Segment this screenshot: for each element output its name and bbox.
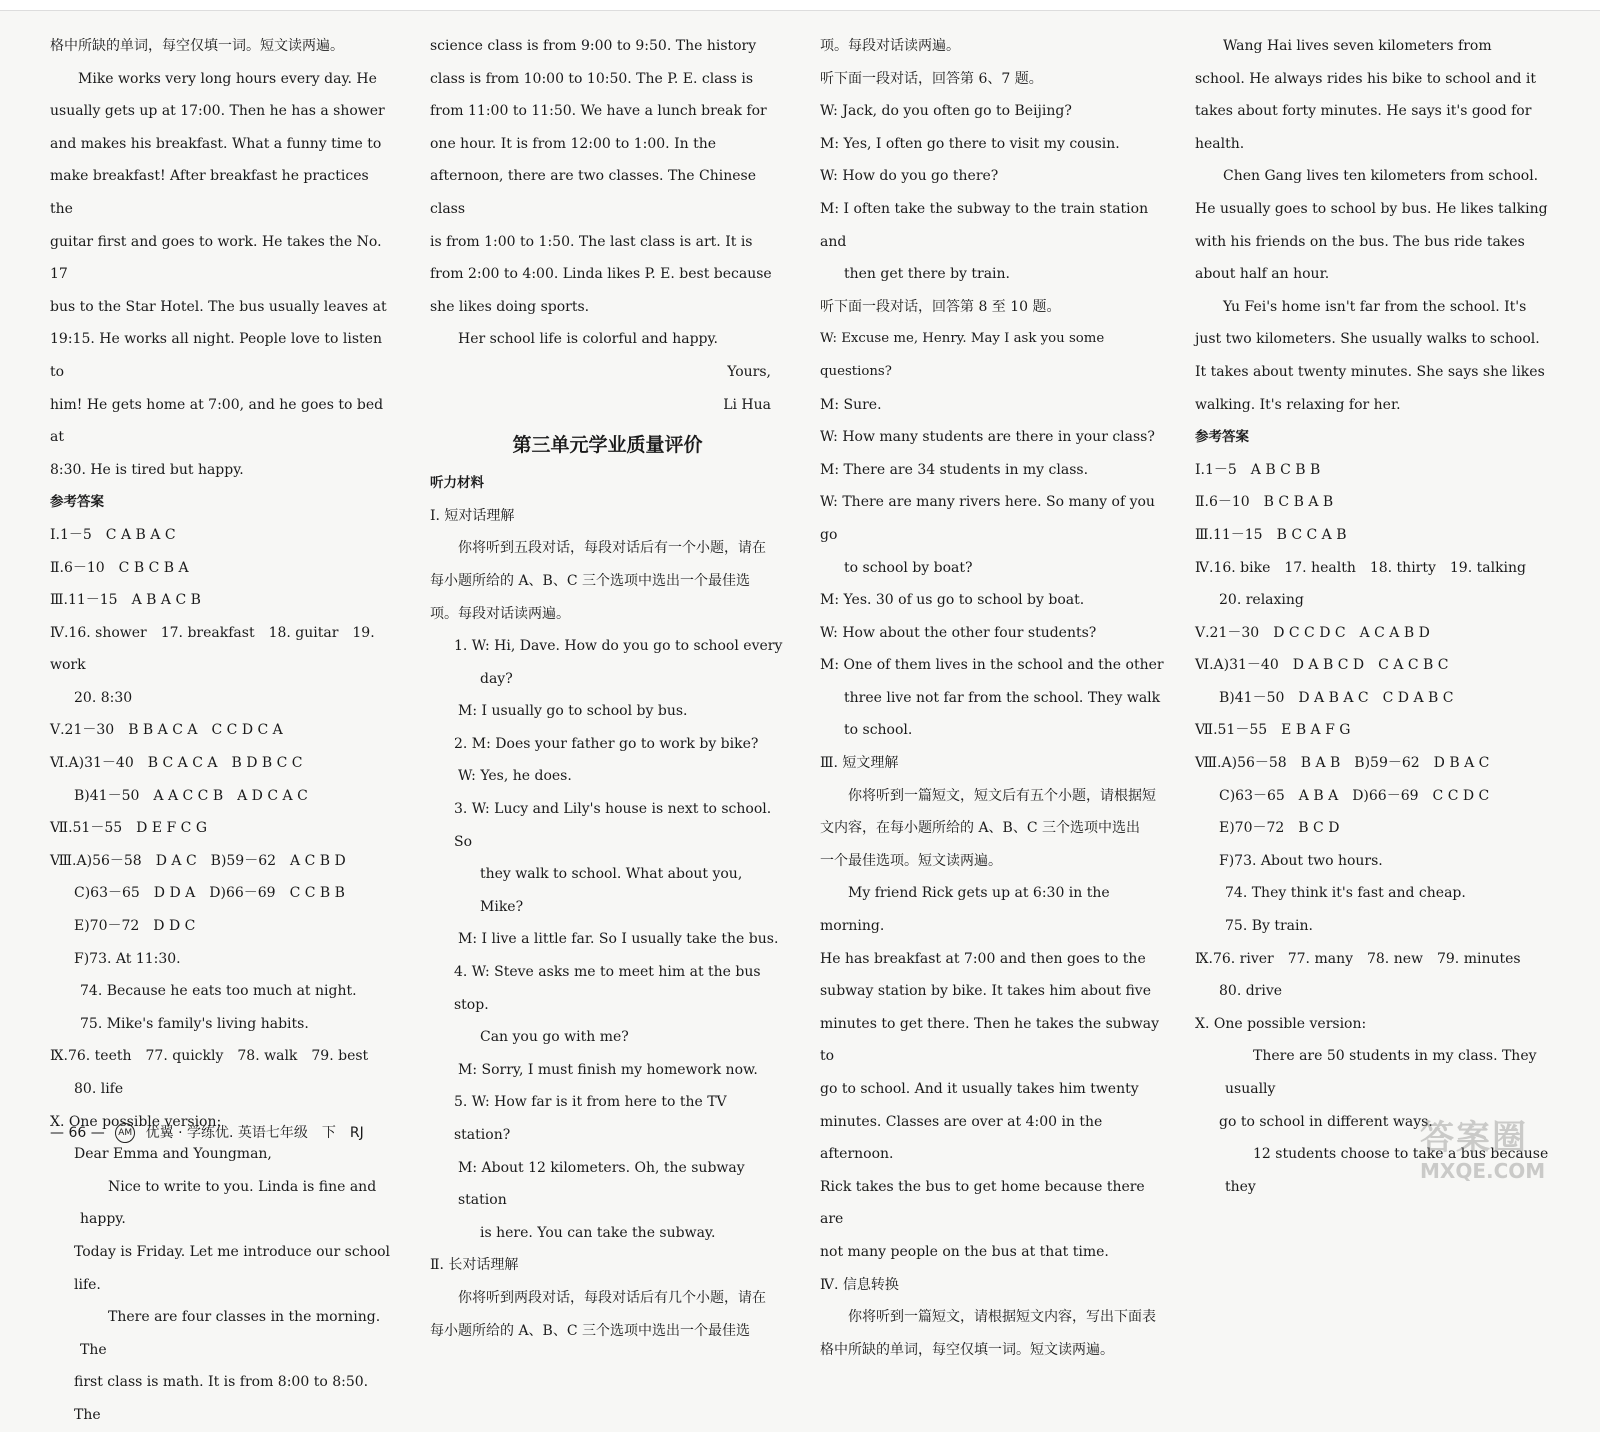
passage-line: minutes to get there. Then he takes the subway to [820,1015,1164,1065]
instruction-line: 每小题所给的 A、B、C 三个选项中选出一个最佳选 [430,1322,751,1339]
passage-line: 8:30. He is tired but happy. [50,461,244,478]
answer-line: B)41－50 A A C C B A D C A C [74,787,308,804]
answer-line: 20. relaxing [1219,592,1304,609]
passage-line: 19:15. He works all night. People love to listen to [50,331,387,380]
book-title: 优翼 · 学练优. 英语七年级 下 RJ [145,1125,364,1141]
instruction-line: 格中所缺的单词，每空仅填一词。短文读两遍。 [820,1341,1114,1358]
answer-line: E)70－72 D D C [74,918,196,935]
part-heading: Ⅰ. 短对话理解 [430,507,515,524]
passage-line: He usually goes to school by bus. He likes talking [1195,200,1548,217]
letter-line: afternoon, there are two classes. The Chinese class [430,168,761,217]
passage-line: with his friends on the bus. The bus ride takes [1195,233,1525,250]
instruction-line: 一个最佳选项。短文读两遍。 [820,852,1002,869]
passage-line: Rick takes the bus to get home because there are [820,1178,1150,1228]
essay-line: go to school in different ways. [1219,1113,1433,1130]
passage-line: walking. It's relaxing for her. [1195,396,1401,413]
dialogue-line: M: Yes. 30 of us go to school by boat. [820,592,1085,609]
passage-line: and makes his breakfast. What a funny time to [50,135,382,152]
dialogue-line: W: Excuse me, Henry. May I ask you some questions? [820,331,1109,379]
dialogue-line: M: Sure. [820,396,882,413]
dialogue-line: then get there by train. [844,266,1011,283]
answer-line: 20. 8:30 [74,689,133,706]
answer-line: Ⅹ. One possible version: [50,1113,222,1130]
essay-line: There are 50 students in my class. They usually [1225,1048,1541,1097]
instruction-line: 听下面一段对话，回答第 8 至 10 题。 [820,298,1061,315]
dialogue-line: three live not far from the school. They walk [844,689,1161,706]
answer-line: F)73. About two hours. [1219,852,1383,869]
answer-line: Ⅸ.76. river 77. many 78. new 79. minutes [1195,950,1521,967]
letter-line: one hour. It is from 12:00 to 1:00. In the [430,135,717,152]
letter-closing: Yours, [727,363,771,380]
dialogue-line: W: How about the other four students? [820,624,1097,641]
passage-line: It takes about twenty minutes. She says she likes [1195,363,1545,380]
part-heading: Ⅳ. 信息转换 [820,1276,899,1293]
passage-line: about half an hour. [1195,266,1330,283]
answer-line: Ⅰ.1－5 A B C B B [1195,461,1321,478]
section-title: 第三单元学业质量评价 [512,434,703,457]
publisher-logo-icon: AM [115,1123,135,1143]
dialogue-line: 1. W: Hi, Dave. How do you go to school every [454,638,783,655]
passage-line: He has breakfast at 7:00 and then goes to the [820,950,1146,967]
dialogue-line: M: I live a little far. So I usually take the bus. [458,931,779,948]
page-top-edge [0,0,1600,11]
dialogue-line: 2. M: Does your father go to work by bike? [454,735,759,752]
passage-line: usually gets up at 17:00. Then he has a shower [50,103,385,120]
dialogue-line: M: There are 34 students in my class. [820,461,1089,478]
dialogue-line: W: Yes, he does. [458,768,572,785]
passage-line: takes about forty minutes. He says it's good for [1195,103,1532,120]
instruction-line: 每小题所给的 A、B、C 三个选项中选出一个最佳选 [430,572,751,589]
watermark-text: 答案圈 [1420,1118,1528,1158]
dialogue-line: 3. W: Lucy and Lily's house is next to school. So [454,801,776,850]
answer-key-heading: 参考答案 [1195,429,1249,446]
answer-line: Ⅶ.51－55 D E F C G [50,820,208,837]
answer-line: Ⅳ.16. bike 17. health 18. thirty 19. talking [1195,559,1527,576]
dialogue-line: to school. [844,722,913,739]
passage-line: My friend Rick gets up at 6:30 in the morning. [820,885,1115,935]
passage-line: him! He gets home at 7:00, and he goes to bed at [50,396,388,446]
letter-line: science class is from 9:00 to 9:50. The history [430,38,757,54]
letter-line: Today is Friday. Let me introduce our school life. [74,1243,395,1293]
passage-line: health. [1195,135,1245,152]
answer-line: Ⅱ.6－10 B C B A B [1195,494,1334,511]
letter-line: she likes doing sports. [430,298,590,315]
part-heading: Ⅱ. 长对话理解 [430,1257,519,1274]
answer-line: Ⅵ.A)31－40 D A B C D C A C B C [1195,657,1449,674]
answer-line: Ⅳ.16. shower 17. breakfast 18. guitar 19. work [50,624,380,674]
instruction-line: 你将听到一篇短文，短文后有五个小题，请根据短 [848,787,1156,804]
column-2 [430,30,785,1347]
answer-line: Ⅲ.11－15 B C C A B [1195,526,1347,543]
dialogue-line: M: One of them lives in the school and the other [820,657,1164,674]
answer-line: 80. drive [1219,983,1283,1000]
instruction-line: 文内容，在每小题所给的 A、B、C 三个选项中选出 [820,820,1141,837]
dialogue-line: W: How do you go there? [820,168,999,185]
dialogue-line: is here. You can take the subway. [480,1224,716,1241]
page-footer [50,1122,364,1143]
dialogue-line: M: Sorry, I must finish my homework now. [458,1061,758,1078]
passage-line: go to school. And it usually takes him twenty [820,1081,1139,1097]
dialogue-line: M: About 12 kilometers. Oh, the subway station [458,1159,750,1209]
answer-line: C)63－65 A B A D)66－69 C C D C [1219,787,1490,804]
passage-line: Mike works very long hours every day. He [78,70,377,87]
letter-line: from 11:00 to 11:50. We have a lunch break for [430,103,767,120]
dialogue-line: Can you go with me? [480,1029,629,1046]
answer-line: Ⅲ.11－15 A B A C B [50,592,201,609]
passage-line: bus to the Star Hotel. The bus usually leaves at [50,298,387,315]
instruction-line: 项。每段对话读两遍。 [430,605,570,622]
passage-line: make breakfast! After breakfast he practices the [50,168,374,217]
letter-line: class is from 10:00 to 10:50. The P. E. class is [430,70,754,87]
instruction-line: 格中所缺的单词，每空仅填一词。短文读两遍。 [50,38,344,54]
dialogue-line: 5. W: How far is it from here to the TV station? [454,1094,732,1143]
passage-line: Chen Gang lives ten kilometers from school. [1223,168,1539,185]
page-number: — 66 — [50,1125,105,1141]
site-watermark [1420,1110,1580,1190]
dialogue-line: W: There are many rivers here. So many of you go [820,494,1160,543]
instruction-line: 听下面一段对话，回答第 6、7 题。 [820,70,1043,87]
listening-heading: 听力材料 [430,475,484,492]
dialogue-line: 4. W: Steve asks me to meet him at the bus stop. [454,964,766,1013]
passage-line: just two kilometers. She usually walks to school. [1195,331,1540,348]
passage-line: school. He always rides his bike to school and it [1195,70,1536,87]
answer-line: B)41－50 D A B A C C D A B C [1219,689,1454,706]
passage-line: subway station by bike. It takes him about five [820,983,1152,1000]
instruction-line: 项。每段对话读两遍。 [820,38,960,54]
dialogue-line: W: Jack, do you often go to Beijing? [820,103,1072,120]
watermark-url: MXQE.COM [1420,1159,1546,1183]
passage-line: guitar first and goes to work. He takes the No. 17 [50,233,386,283]
answer-line: Ⅷ.A)56－58 D A C B)59－62 A C B D [50,852,346,869]
answer-line: C)63－65 D D A D)66－69 C C B B [74,885,345,902]
instruction-line: 你将听到一篇短文，请根据短文内容，写出下面表 [848,1309,1156,1326]
answer-line: Ⅹ. One possible version: [1195,1015,1367,1032]
instruction-line: 你将听到两段对话，每段对话后有几个小题，请在 [458,1289,766,1306]
letter-line: Dear Emma and Youngman, [74,1146,272,1163]
dialogue-line: M: I usually go to school by bus. [458,703,688,720]
passage-line: Yu Fei's home isn't far from the school. It's [1223,298,1527,315]
answer-line: Ⅸ.76. teeth 77. quickly 78. walk 79. best [50,1048,369,1065]
answer-line: Ⅴ.21－30 B B A C A C C D C A [50,722,283,739]
dialogue-line: to school by boat? [844,559,973,576]
dialogue-line: M: Yes, I often go there to visit my cousin. [820,135,1120,152]
dialogue-line: M: I often take the subway to the train station and [820,200,1153,250]
dialogue-line: they walk to school. What about you, Mike? [480,866,747,915]
letter-line: from 2:00 to 4:00. Linda likes P. E. best because [430,266,772,283]
part-heading: Ⅲ. 短文理解 [820,755,899,772]
column-1 [50,30,395,1432]
essay-line: 12 students choose to take a bus because they [1225,1146,1553,1195]
letter-line: There are four classes in the morning. The [80,1309,385,1358]
answer-line: Ⅴ.21－30 D C C D C A C A B D [1195,624,1430,641]
passage-line: Wang Hai lives seven kilometers from [1223,38,1492,54]
letter-line: first class is math. It is from 8:00 to 8:50. The [74,1374,373,1423]
answer-key-heading: 参考答案 [50,494,104,511]
answer-line: 74. Because he eats too much at night. [80,983,357,1000]
letter-line: is from 1:00 to 1:50. The last class is art. It is [430,233,753,250]
dialogue-line: W: How many students are there in your class? [820,429,1155,446]
answer-line: 80. life [74,1081,124,1097]
answer-line: Ⅱ.6－10 C B C B A [50,559,189,576]
answer-line: Ⅵ.A)31－40 B C A C A B D B C C [50,755,303,772]
passage-line: not many people on the bus at that time. [820,1243,1109,1260]
answer-line: E)70－72 B C D [1219,820,1340,837]
answer-line: 75. Mike's family's living habits. [80,1015,309,1032]
answer-line: 74. They think it's fast and cheap. [1225,885,1466,902]
answer-line: F)73. At 11:30. [74,950,181,967]
dialogue-line: day? [480,670,513,687]
answer-line: Ⅷ.A)56－58 B A B B)59－62 D B A C [1195,755,1490,772]
instruction-line: 你将听到五段对话，每段对话后有一个小题，请在 [458,540,766,557]
passage-line: minutes. Classes are over at 4:00 in the afternoon. [820,1113,1107,1163]
letter-signature: Li Hua [723,396,771,413]
answer-line: Ⅰ.1－5 C A B A C [50,526,176,543]
letter-line: Nice to write to you. Linda is fine and happy. [80,1178,381,1228]
answer-line: 75. By train. [1225,918,1313,935]
letter-line: Her school life is colorful and happy. [458,331,719,348]
column-3 [820,30,1170,1366]
answer-line: Ⅶ.51－55 E B A F G [1195,722,1351,739]
column-4 [1195,30,1555,1203]
